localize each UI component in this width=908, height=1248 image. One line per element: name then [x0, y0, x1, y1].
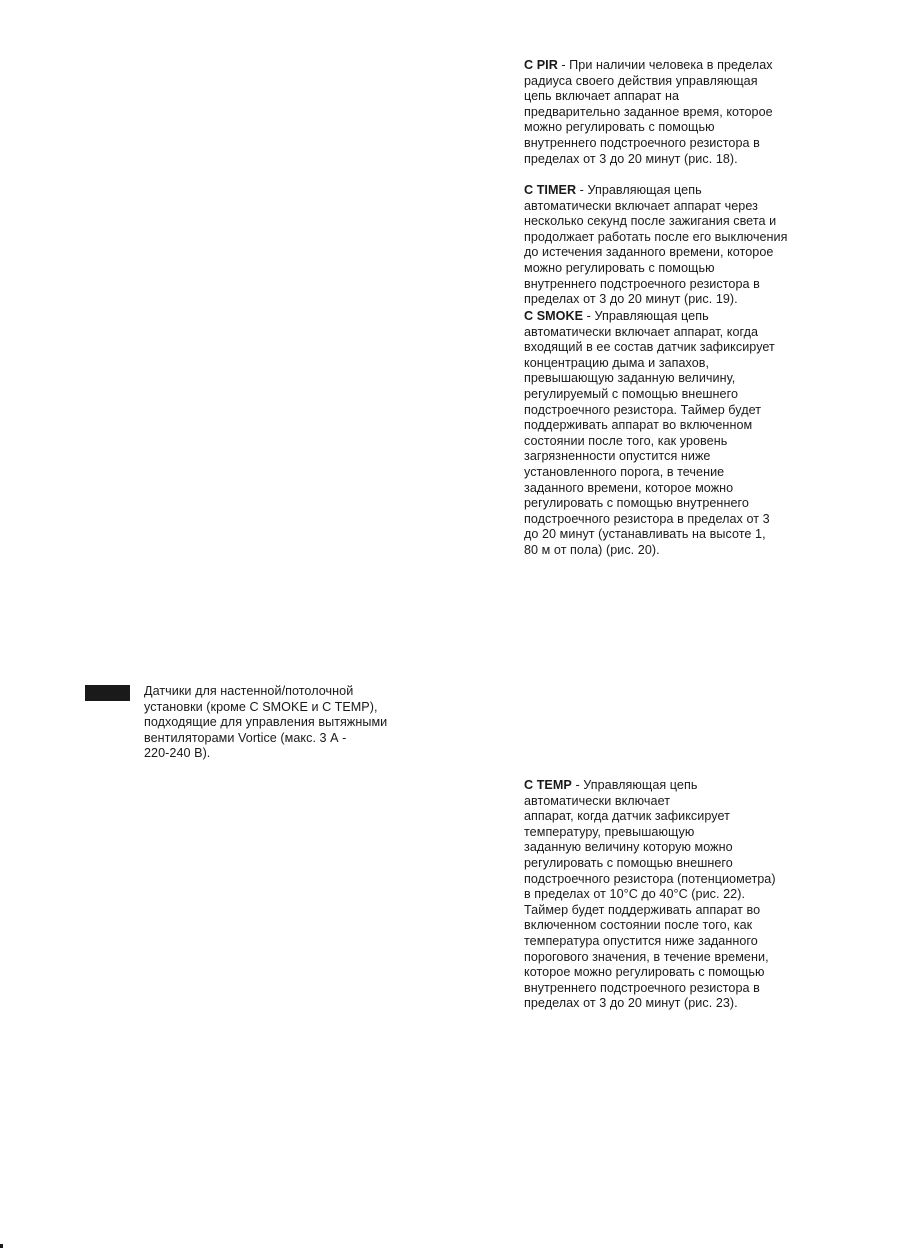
c-smoke-term: C SMOKE [524, 309, 584, 323]
sensor-note-text: Датчики для настенной/потолочной установки (кроме C SMOKE и C TEMP), подходящие для управления вытяжными вентиляторами Vortice (макс. 3 А - 220-240 В). [144, 684, 388, 761]
c-timer-term: C TIMER [524, 183, 577, 197]
c-timer-description: - Управляющая цепь автоматически включает аппарат через несколько секунд после зажигания света и продолжает работать после его выключения до истечения заданного времени, которое можно регулировать с помощью внутреннего подстроечного резистора в пределах от 3 до 20 минут (рис. 19). [524, 183, 788, 307]
section-c-pir [524, 58, 834, 167]
page-edge-mark [0, 1244, 3, 1248]
c-smoke-description: - Управляющая цепь автоматически включает аппарат, когда входящий в ее состав датчик зафиксирует концентрацию дыма и запахов, превышающую заданную величину, регулируемый с помощью внешнего подстроечного резистора. Таймер будет поддерживать аппарат во включенном состоянии после того, как уровень загрязненности опустится ниже установленного порога, в течение заданного времени, которое можно регулировать с помощью внутреннего подстроечного резистора в пределах от 3 до 20 минут (устанавливать на высоте 1, 80 м от пола) (рис. 20). [524, 309, 775, 557]
c-temp-paragraph [524, 778, 839, 1012]
sensor-note [144, 684, 434, 762]
c-pir-term: C PIR [524, 58, 558, 72]
c-temp-term: C TEMP [524, 778, 572, 792]
c-pir-description: - При наличии человека в пределах радиуса своего действия управляющая цепь включает аппарат на предварительно заданное время, которое можно регулировать с помощью внутреннего подстроечного резистора в пределах от 3 до 20 минут (рис. 18). [524, 58, 773, 166]
c-pir-paragraph [524, 58, 834, 167]
c-smoke-paragraph [524, 309, 834, 559]
section-c-timer [524, 183, 834, 308]
c-timer-paragraph [524, 183, 834, 308]
section-c-temp [524, 778, 839, 1012]
section-c-smoke [524, 309, 834, 559]
note-marker-bar [85, 685, 130, 701]
c-temp-description: - Управляющая цепь автоматически включает аппарат, когда датчик зафиксирует температуру, превышающую заданную величину которую можно регулировать с помощью внешнего подстроечного резистора (потенциометра) в пределах от 10°C до 40°C (рис. 22). Таймер будет поддерживать аппарат во включенном состоянии после того, как температура опустится ниже заданного порогового значения, в течение времени, которое можно регулировать с помощью внутреннего подстроечного резистора в пределах от 3 до 20 минут (рис. 23). [524, 778, 776, 1011]
